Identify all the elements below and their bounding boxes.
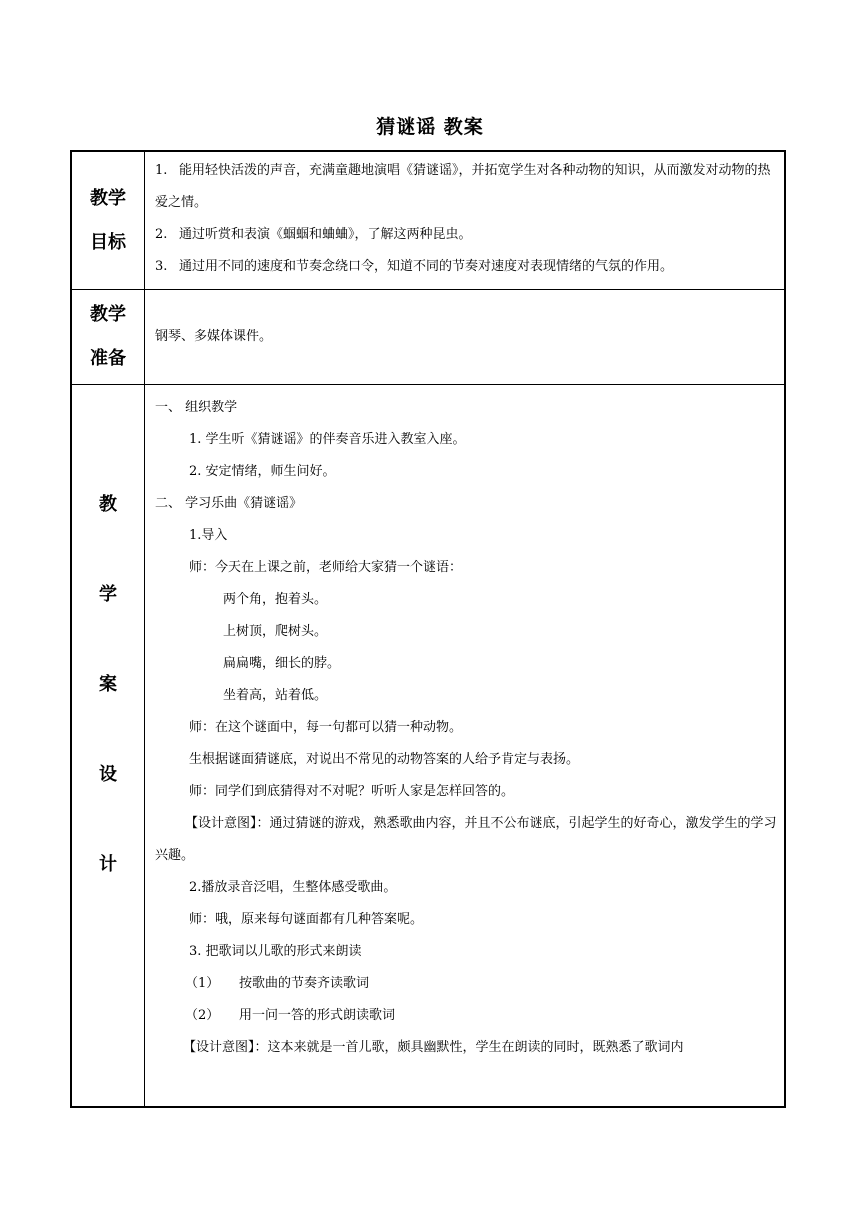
section-heading-2: 二、 学习乐曲《猜谜谣》	[155, 496, 303, 511]
step-line: 1. 学生听《猜谜谣》的伴奏音乐进入教室入座。	[189, 432, 466, 447]
preparation-content	[145, 290, 786, 385]
lesson-plan-table	[70, 150, 786, 1108]
preparation-row	[71, 290, 785, 385]
design-content	[145, 385, 786, 1108]
step-line: 3. 把歌词以儿歌的形式来朗读	[189, 944, 362, 959]
objectives-label-line-2: 目标	[90, 231, 126, 253]
step-line: 2. 安定情绪，师生问好。	[189, 464, 336, 479]
objective-item-3	[145, 251, 784, 283]
teacher-line: 师：哦，原来每句谜面都有几种答案呢。	[189, 912, 424, 927]
preparation-label-line-1: 教学	[90, 304, 126, 325]
student-line: 生根据谜面猜谜底，对说出不常见的动物答案的人给予肯定与表扬。	[189, 752, 580, 767]
objectives-row	[71, 151, 785, 290]
objective-num-1: 1.	[155, 163, 168, 178]
objective-item-1	[145, 155, 784, 219]
objectives-label-line-1: 教学	[90, 187, 126, 209]
design-label-char-1: 教	[99, 494, 117, 515]
design-intent-text: 【设计意图】：通过猜谜的游戏，熟悉歌曲内容，并且不公布谜底，引起学生的好奇心，激发学生的学习兴趣。	[155, 816, 777, 863]
section-heading-1: 一、 组织教学	[155, 400, 238, 415]
objectives-label	[71, 151, 145, 290]
sub-step-text: 按歌曲的节奏齐读歌词	[239, 976, 370, 991]
document-title: 猜谜谣 教案	[376, 116, 484, 138]
teacher-line: 师：同学们到底猜得对不对呢？听听人家是怎样回答的。	[189, 784, 515, 799]
step-line: 2.播放录音泛唱，生整体感受歌曲。	[189, 880, 397, 895]
sub-step-1	[145, 968, 784, 1000]
riddle-line: 坐着高，站着低。	[223, 688, 328, 703]
design-row	[71, 385, 785, 1108]
design-label-char-3: 案	[99, 674, 117, 695]
design-label	[71, 385, 145, 1108]
objective-num-2: 2.	[155, 227, 168, 242]
preparation-label-line-2: 准备	[90, 348, 126, 369]
objective-item-2	[145, 219, 784, 251]
sub-step-num: （1）	[185, 976, 220, 991]
design-intent-1	[145, 808, 784, 872]
objective-text-3: 通过用不同的速度和节奏念绕口令，知道不同的节奏对速度对表现情绪的气氛的作用。	[179, 259, 674, 274]
sub-step-2	[145, 1000, 784, 1032]
riddle-line: 上树顶，爬树头。	[223, 624, 328, 639]
objective-text-2: 通过听赏和表演《蝈蝈和蛐蛐》，了解这两种昆虫。	[179, 227, 472, 242]
sub-step-text: 用一问一答的形式朗读歌词	[239, 1008, 396, 1023]
preparation-label	[71, 290, 145, 385]
design-intent-2: 【设计意图】：这本来就是一首儿歌，颇具幽默性，学生在朗读的同时，既熟悉了歌词内	[183, 1040, 684, 1055]
teacher-line: 师：在这个谜面中，每一句都可以猜一种动物。	[189, 720, 463, 735]
objective-text-1: 能用轻快活泼的声音，充满童趣地演唱《猜谜谣》，并拓宽学生对各种动物的知识，从而激发对动物的热爱之情。	[155, 163, 771, 210]
objectives-content	[145, 151, 786, 290]
step-line: 1.导入	[189, 528, 228, 543]
design-label-char-2: 学	[99, 584, 117, 605]
teacher-line: 师：今天在上课之前，老师给大家猜一个谜语：	[189, 560, 463, 575]
objective-num-3: 3.	[155, 259, 168, 274]
design-label-char-5: 计	[99, 854, 117, 875]
riddle-line: 两个角，抱着头。	[223, 592, 328, 607]
riddle-line: 扁扁嘴，细长的脖。	[223, 656, 341, 671]
design-label-char-4: 设	[99, 764, 117, 785]
sub-step-num: （2）	[185, 1008, 220, 1023]
preparation-text: 钢琴、多媒体课件。	[155, 329, 273, 344]
